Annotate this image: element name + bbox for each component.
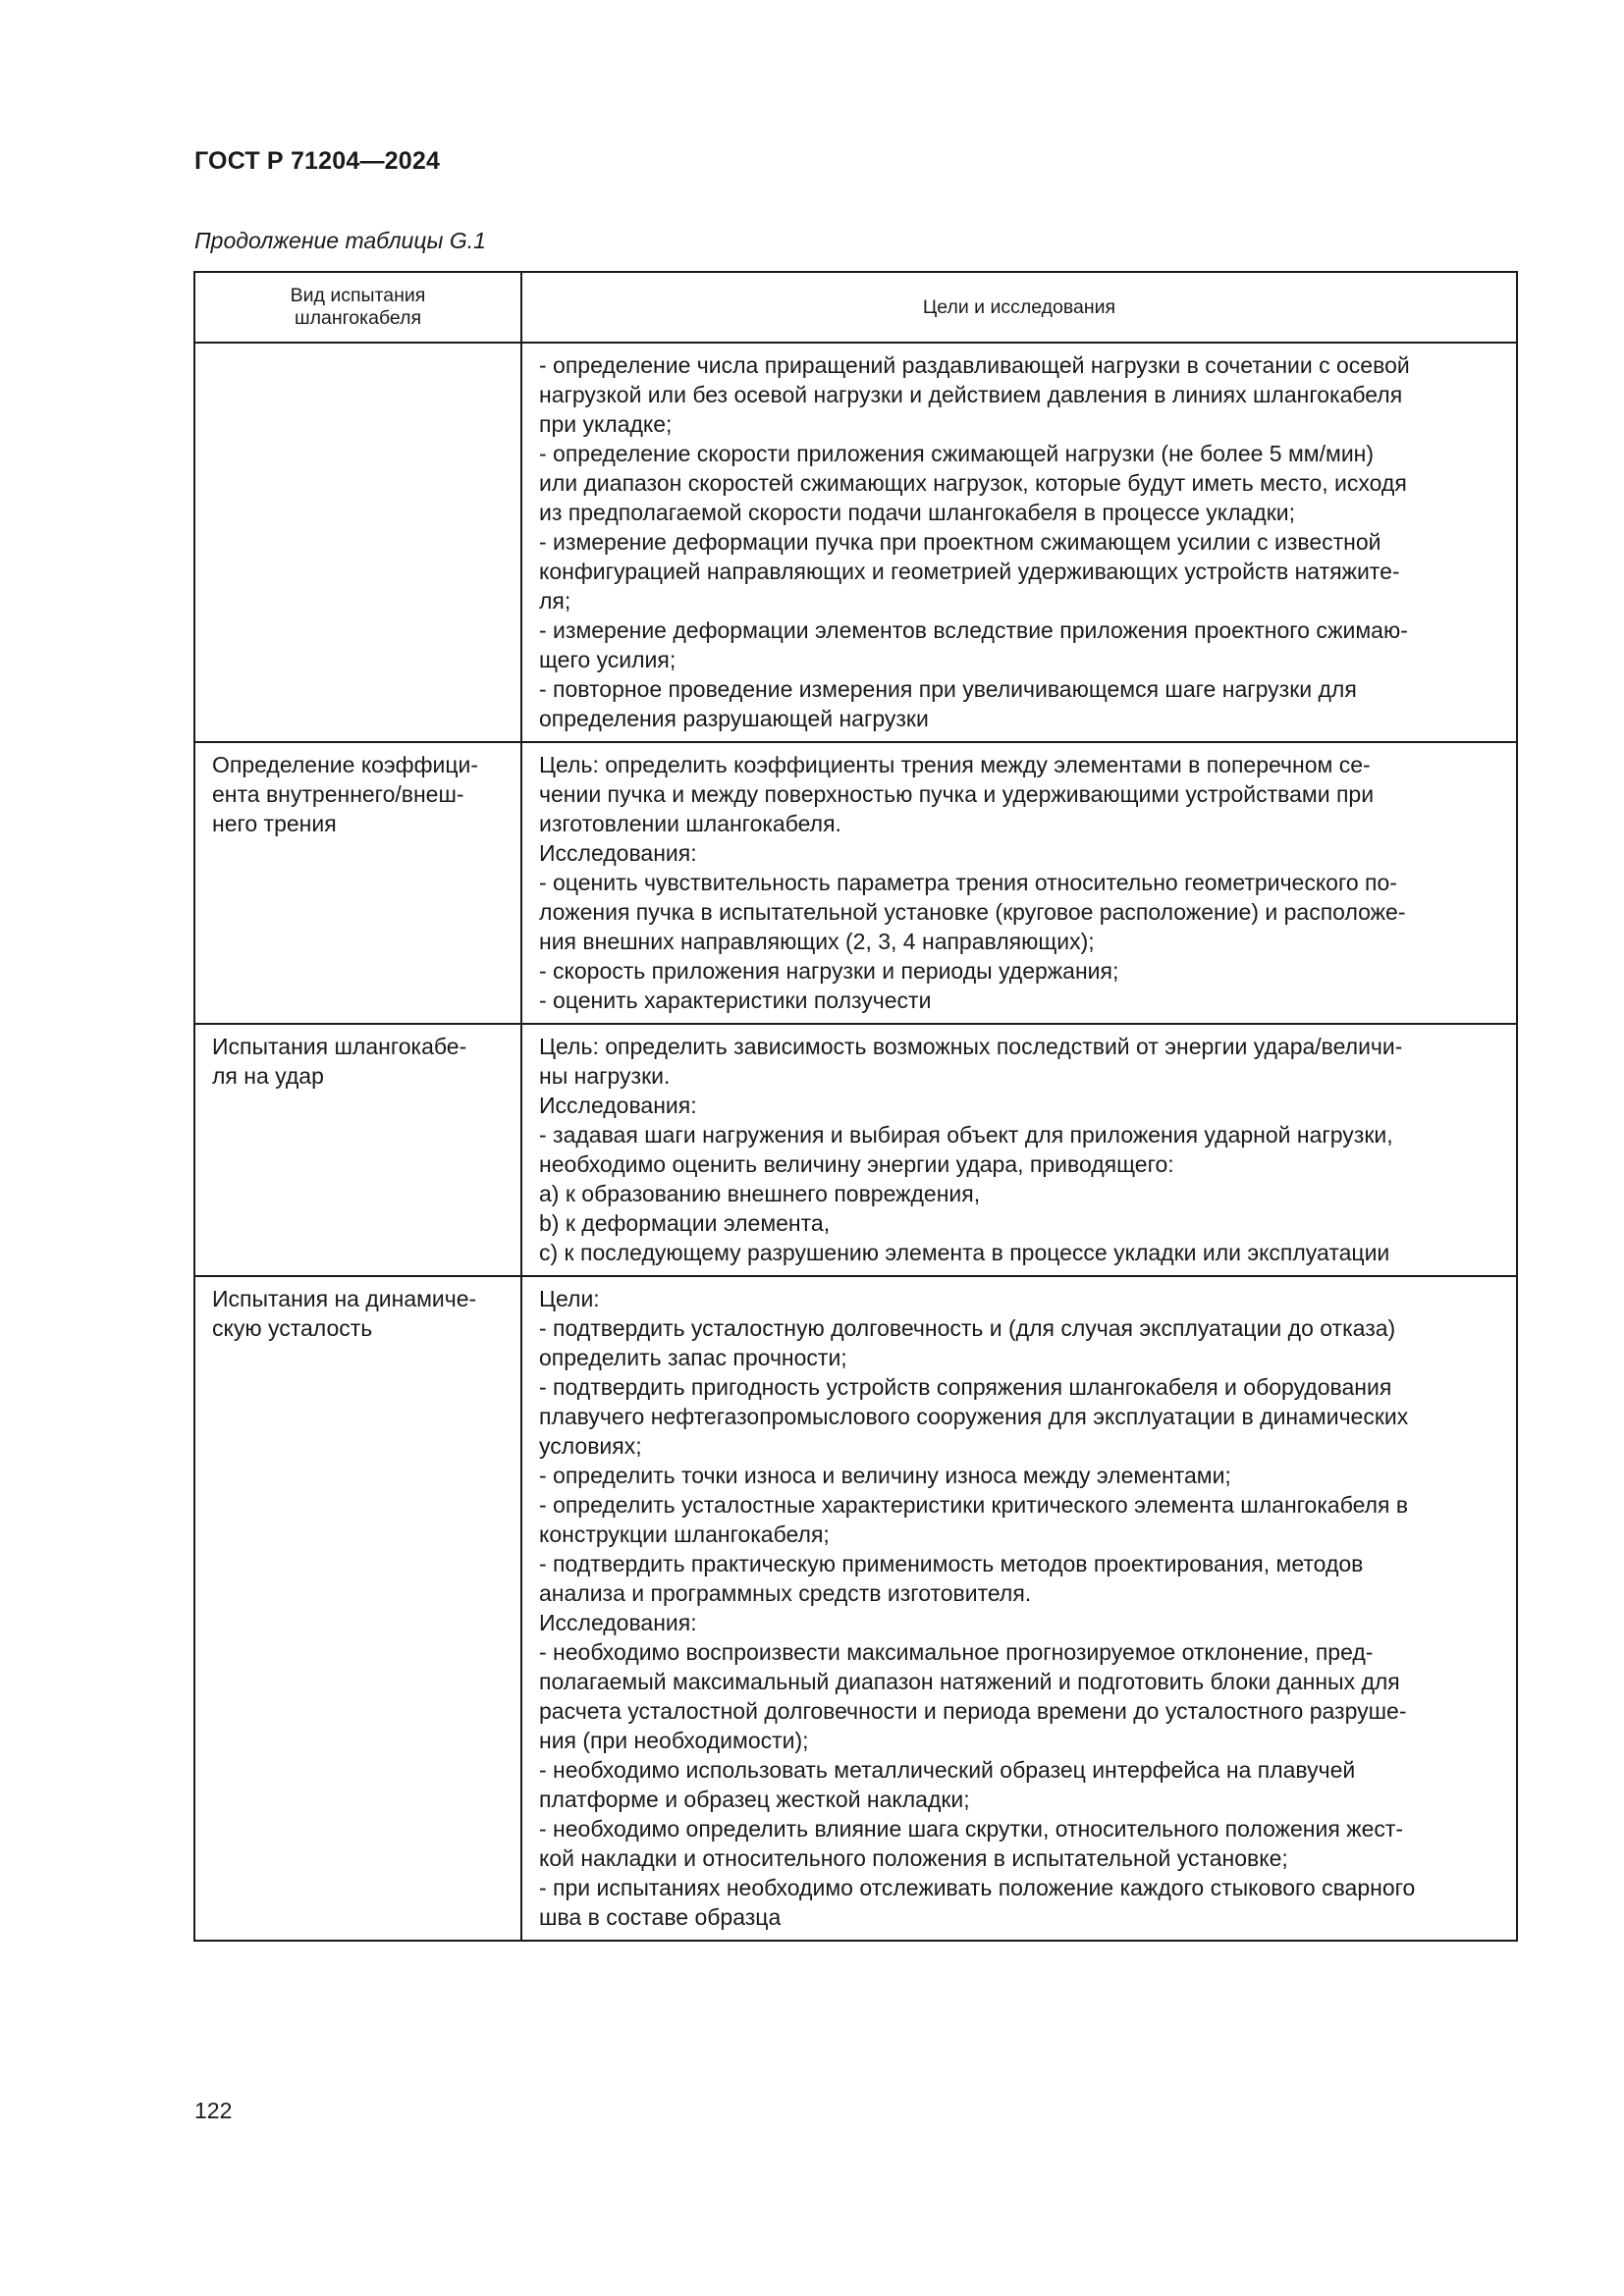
goals-line: платформе и образец жесткой накладки;	[539, 1787, 970, 1812]
goals-line: ложения пучка в испытательной установке (круговое расположение) и расположе-	[539, 899, 1406, 925]
goals-line: или диапазон скоростей сжимающих нагрузок, которые будут иметь место, исходя	[539, 470, 1407, 496]
goals-line: полагаемый максимальный диапазон натяжений и подготовить блоки данных для	[539, 1669, 1400, 1694]
goals-line: b) к деформации элемента,	[539, 1210, 831, 1236]
goals-line: щего усилия;	[539, 647, 677, 672]
goals-line: конструкции шлангокабеля;	[539, 1522, 830, 1547]
goals-line: Цели:	[539, 1286, 600, 1311]
goals-line: чении пучка и между поверхностью пучка и удерживающими устройствами при	[539, 781, 1375, 807]
table-row	[194, 742, 1517, 1024]
goals-line: - измерение деформации элементов вследствие приложения проектного сжимаю-	[539, 617, 1408, 643]
header-line: Вид испытания	[290, 285, 426, 306]
goals-line: - определить усталостные характеристики критического элемента шлангокабеля в	[539, 1492, 1409, 1518]
test-type-line: него трения	[212, 811, 337, 836]
goals-line: изготовлении шлангокабеля.	[539, 811, 841, 836]
goals-cell	[521, 742, 1517, 1024]
table-row	[194, 1276, 1517, 1941]
test-type-line: ента внутреннего/внеш-	[212, 781, 464, 807]
test-type-line: Определение коэффици-	[212, 752, 479, 777]
test-type-cell	[194, 1024, 521, 1276]
goals-line: - определить точки износа и величину износа между элементами;	[539, 1463, 1231, 1488]
table-row	[194, 1024, 1517, 1276]
test-type-line: Испытания на динамиче-	[212, 1286, 477, 1311]
goals-line: определить запас прочности;	[539, 1345, 847, 1370]
test-type-cell	[194, 343, 521, 742]
goals-line: конфигурацией направляющих и геометрией удерживающих устройств натяжите-	[539, 559, 1400, 584]
goals-line: плавучего нефтегазопромыслового сооружения для эксплуатации в динамических	[539, 1404, 1409, 1429]
goals-line: - необходимо воспроизвести максимальное прогнозируемое отклонение, пред-	[539, 1639, 1374, 1665]
goals-line: ния внешних направляющих (2, 3, 4 направляющих);	[539, 929, 1095, 954]
goals-line: необходимо оценить величину энергии удара, приводящего:	[539, 1151, 1174, 1177]
test-type-line: ля на удар	[212, 1063, 324, 1089]
goals-cell	[521, 1024, 1517, 1276]
table-caption: Продолжение таблицы G.1	[194, 228, 486, 253]
goals-line: - подтвердить пригодность устройств сопряжения шлангокабеля и оборудования	[539, 1374, 1392, 1400]
goals-line: a) к образованию внешнего повреждения,	[539, 1181, 981, 1206]
goals-line: условиях;	[539, 1433, 642, 1459]
goals-line: шва в составе образца	[539, 1904, 782, 1930]
test-type-line: Испытания шлангокабе-	[212, 1034, 467, 1059]
goals-line: - скорость приложения нагрузки и периоды удержания;	[539, 958, 1119, 984]
goals-line: - повторное проведение измерения при увеличивающемся шаге нагрузки для	[539, 676, 1357, 702]
goals-line: Исследования:	[539, 1610, 697, 1635]
column-header-goals: Цели и исследования	[521, 272, 1517, 343]
goals-line: - подтвердить практическую применимость методов проектирования, методов	[539, 1551, 1364, 1576]
goals-line: Исследования:	[539, 840, 697, 866]
goals-line: - измерение деформации пучка при проектном сжимающем усилии с известной	[539, 529, 1381, 555]
goals-line: - оценить чувствительность параметра трения относительно геометрического по-	[539, 870, 1397, 895]
goals-line: ны нагрузки.	[539, 1063, 671, 1089]
header-line: шлангокабеля	[294, 307, 422, 329]
goals-line: Цель: определить зависимость возможных последствий от энергии удара/величи-	[539, 1034, 1403, 1059]
goals-line: c) к последующему разрушению элемента в процессе укладки или эксплуатации	[539, 1240, 1390, 1265]
goals-line: при укладке;	[539, 411, 673, 437]
test-type-cell	[194, 742, 521, 1024]
goals-line: - определение числа приращений раздавливающей нагрузки в сочетании с осевой	[539, 352, 1410, 378]
table-row	[194, 343, 1517, 742]
goals-line: Цель: определить коэффициенты трения между элементами в поперечном се-	[539, 752, 1371, 777]
document-header: ГОСТ Р 71204—2024	[194, 147, 441, 175]
goals-line: анализа и программных средств изготовителя.	[539, 1580, 1032, 1606]
goals-cell	[521, 343, 1517, 742]
goals-line: - подтвердить усталостную долговечность и (для случая эксплуатации до отказа)	[539, 1315, 1396, 1341]
goals-line: - при испытаниях необходимо отслеживать положение каждого стыкового сварного	[539, 1875, 1416, 1900]
goals-line: кой накладки и относительного положения в испытательной установке;	[539, 1845, 1288, 1871]
goals-cell	[521, 1276, 1517, 1941]
column-header-test-type	[194, 272, 521, 343]
test-type-line: скую усталость	[212, 1315, 373, 1341]
tests-table	[193, 271, 1518, 1942]
table-header-row	[194, 272, 1517, 343]
goals-line: ния (при необходимости);	[539, 1728, 809, 1753]
goals-line: - необходимо использовать металлический образец интерфейса на плавучей	[539, 1757, 1356, 1783]
goals-line: из предполагаемой скорости подачи шлангокабеля в процессе укладки;	[539, 500, 1296, 525]
goals-line: - необходимо определить влияние шага скрутки, относительного положения жест-	[539, 1816, 1404, 1842]
goals-line: расчета усталостной долговечности и периода времени до усталостного разруше-	[539, 1698, 1407, 1724]
test-type-cell	[194, 1276, 521, 1941]
page-number: 122	[194, 2098, 233, 2123]
goals-line: ля;	[539, 588, 571, 614]
goals-line: определения разрушающей нагрузки	[539, 706, 929, 731]
goals-line: - задавая шаги нагружения и выбирая объект для приложения ударной нагрузки,	[539, 1122, 1393, 1148]
goals-line: - определение скорости приложения сжимающей нагрузки (не более 5 мм/мин)	[539, 441, 1375, 466]
goals-line: нагрузкой или без осевой нагрузки и действием давления в линиях шлангокабеля	[539, 382, 1403, 407]
goals-line: - оценить характеристики ползучести	[539, 988, 932, 1013]
goals-line: Исследования:	[539, 1093, 697, 1118]
